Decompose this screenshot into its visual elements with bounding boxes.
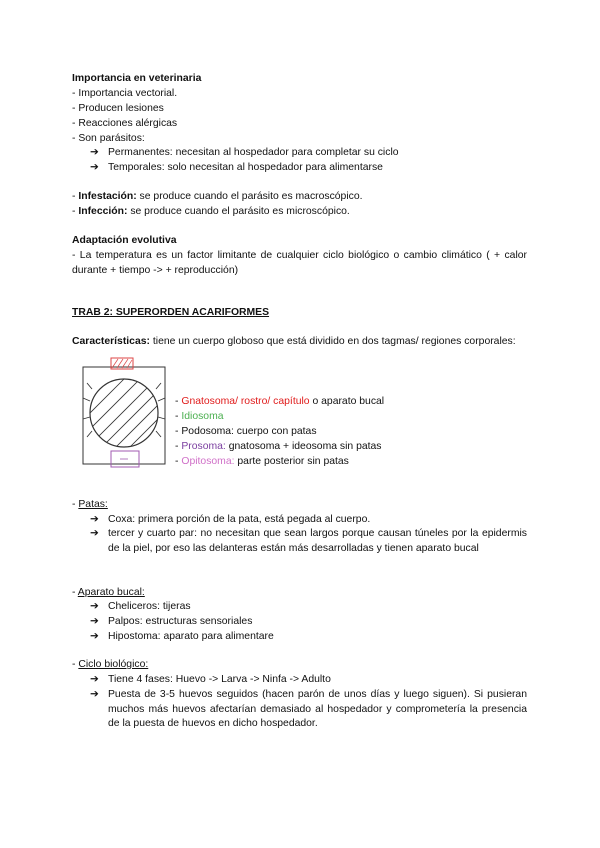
patas-title: - Patas: [72, 499, 108, 510]
adapt-text: - La temperatura es un factor limitante de cualquier ciclo biológico o cambio climático ( + calor durante + tiempo -> + reproducción) [72, 250, 527, 276]
mite-diagram [78, 355, 170, 477]
arrow-icon: ➔ [90, 631, 99, 642]
aparato-item: ➔ Cheliceros: tijeras [90, 601, 191, 612]
arrow-icon-row [90, 688, 108, 702]
opitosoma-line: - Opitosoma: parte posterior sin patas [175, 456, 349, 467]
def-infeccion: - Infección: se produce cuando el parásito es microscópico. [72, 206, 350, 217]
patas-item: ➔ Coxa: primera porción de la pata, está pegada al cuerpo. [90, 514, 371, 525]
arrow-icon: ➔ [90, 601, 99, 612]
body-frame [83, 367, 165, 464]
arrow-icon: ➔ [90, 689, 99, 700]
caract-text: Características: tiene un cuerpo globoso que está dividido en dos tagmas/ regiones corporales: [72, 336, 516, 347]
idiosoma-line: - Idiosoma [175, 411, 224, 422]
arrow-icon: ➔ [90, 147, 99, 158]
arrow-icon-row [90, 527, 108, 541]
vet-sub-item: ➔ Temporales: solo necesitan al hospedador para alimentarse [90, 162, 383, 173]
prosoma-line: - Prosoma: gnatosoma + ideosoma sin patas [175, 441, 382, 452]
gnatosoma-line: - Gnatosoma/ rostro/ capítulo o aparato bucal [175, 396, 385, 407]
def-infestacion: - Infestación: se produce cuando el parásito es macroscópico. [72, 191, 363, 202]
arrow-icon: ➔ [90, 162, 99, 173]
section-title: TRAB 2: SUPERORDEN ACARIFORMES [72, 307, 270, 318]
arrow-icon: ➔ [90, 528, 99, 539]
arrow-icon: ➔ [90, 674, 99, 685]
idiosoma-shape [90, 379, 158, 447]
ciclo-item: ➔ Tiene 4 fases: Huevo -> Larva -> Ninfa -> Adulto [90, 674, 331, 685]
ciclo-title: - Ciclo biológico: [72, 659, 149, 670]
vet-sub-item: ➔ Permanentes: necesitan al hospedador para completar su ciclo [90, 147, 399, 158]
aparato-title: - Aparato bucal: [72, 587, 145, 598]
vet-item: - Importancia vectorial. [72, 88, 178, 99]
vet-title: Importancia en veterinaria [72, 73, 202, 84]
ciclo-item: Puesta de 3-5 huevos seguidos (hacen parón de unos días y luego siguen). Si pusieran muchos más huevos afectarían demasiado al hospedador y comprometería la presencia de la puesta de huevos en dicho hospedador. [108, 689, 527, 729]
arrow-icon: ➔ [90, 616, 99, 627]
vet-item: - Reacciones alérgicas [72, 118, 178, 129]
arrow-icon: ➔ [90, 514, 99, 525]
podosoma-line: - Podosoma: cuerpo con patas [175, 426, 317, 437]
vet-item: - Son parásitos: [72, 133, 145, 144]
patas-item: tercer y cuarto par: no necesitan que sean largos porque causan túneles por la epidermis de la piel, por eso las delanteras están más desarrolladas y tienen aparato bucal [108, 528, 527, 554]
aparato-item: ➔ Hipostoma: aparato para alimentare [90, 631, 274, 642]
vet-item: - Producen lesiones [72, 103, 164, 114]
adapt-title: Adaptación evolutiva [72, 235, 177, 246]
aparato-item: ➔ Palpos: estructuras sensoriales [90, 616, 253, 627]
